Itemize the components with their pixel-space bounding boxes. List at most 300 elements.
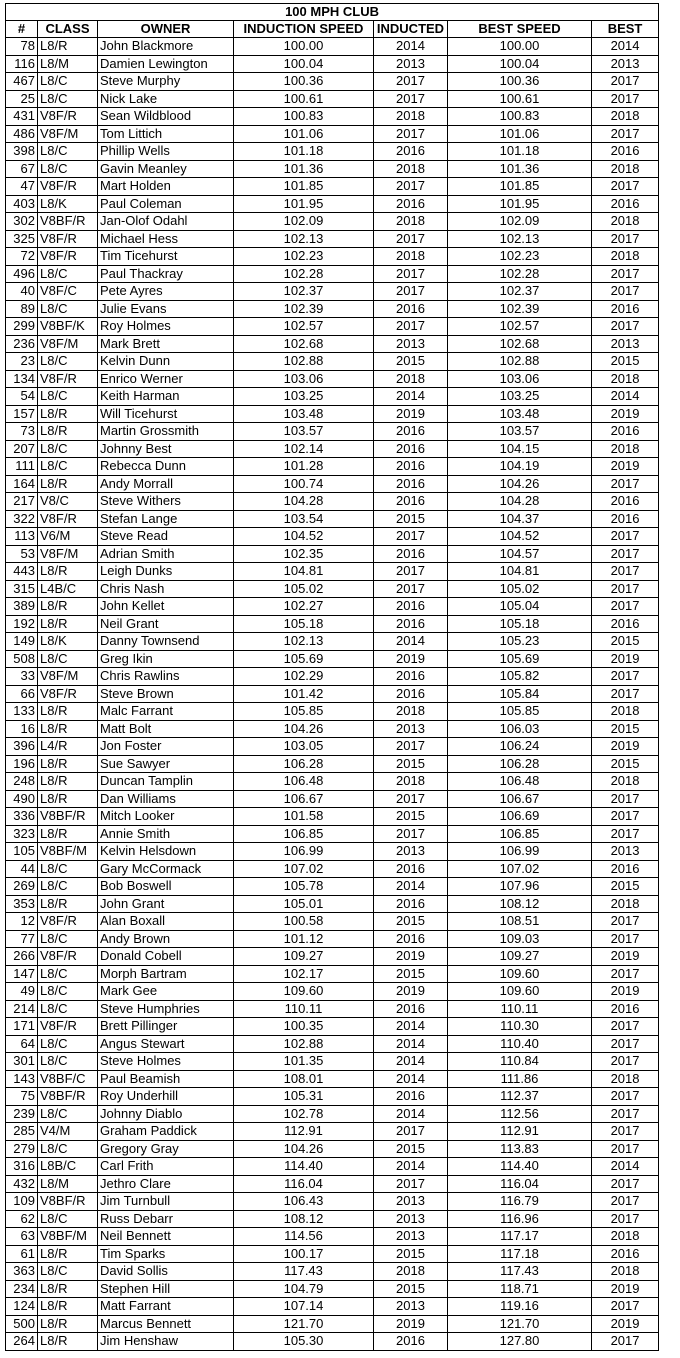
cell-induction-speed: 105.02 [234, 580, 374, 598]
cell-best-speed: 100.36 [448, 73, 592, 91]
cell-induction-speed: 102.27 [234, 598, 374, 616]
cell-induction-speed: 108.01 [234, 1070, 374, 1088]
cell-owner: Will Ticehurst [98, 405, 234, 423]
cell-best-speed: 109.60 [448, 983, 592, 1001]
cell-best-speed: 100.00 [448, 38, 592, 56]
cell-class: V8BF/M [38, 843, 98, 861]
cell-number: 214 [6, 1000, 38, 1018]
cell-class: V8F/M [38, 125, 98, 143]
cell-class: V8F/R [38, 913, 98, 931]
cell-best: 2017 [592, 1105, 659, 1123]
table-row [6, 913, 659, 931]
cell-induction-speed: 102.13 [234, 230, 374, 248]
cell-number: 398 [6, 143, 38, 161]
cell-owner: John Kellet [98, 598, 234, 616]
cell-induction-speed: 102.68 [234, 335, 374, 353]
cell-number: 239 [6, 1105, 38, 1123]
header-induction-speed: INDUCTION SPEED [234, 21, 374, 38]
cell-number: 396 [6, 738, 38, 756]
cell-class: V6/M [38, 528, 98, 546]
cell-best: 2018 [592, 160, 659, 178]
cell-number: 47 [6, 178, 38, 196]
cell-inducted: 2017 [374, 1175, 448, 1193]
cell-best: 2013 [592, 843, 659, 861]
cell-best-speed: 105.23 [448, 633, 592, 651]
cell-best: 2015 [592, 878, 659, 896]
cell-induction-speed: 106.48 [234, 773, 374, 791]
cell-best-speed: 100.83 [448, 108, 592, 126]
cell-induction-speed: 101.42 [234, 685, 374, 703]
cell-induction-speed: 102.78 [234, 1105, 374, 1123]
cell-inducted: 2014 [374, 633, 448, 651]
table-row [6, 668, 659, 686]
cell-number: 105 [6, 843, 38, 861]
cell-best: 2019 [592, 1280, 659, 1298]
table-row [6, 90, 659, 108]
cell-number: 72 [6, 248, 38, 266]
cell-inducted: 2016 [374, 1333, 448, 1351]
cell-inducted: 2015 [374, 808, 448, 826]
header-owner: OWNER [98, 21, 234, 38]
cell-number: 49 [6, 983, 38, 1001]
cell-best: 2015 [592, 353, 659, 371]
cell-induction-speed: 105.30 [234, 1333, 374, 1351]
cell-class: L8/R [38, 720, 98, 738]
cell-best: 2017 [592, 90, 659, 108]
table-row [6, 405, 659, 423]
cell-number: 323 [6, 825, 38, 843]
cell-inducted: 2014 [374, 1105, 448, 1123]
cell-best: 2018 [592, 1070, 659, 1088]
cell-best: 2014 [592, 38, 659, 56]
cell-inducted: 2017 [374, 738, 448, 756]
cell-best-speed: 101.18 [448, 143, 592, 161]
cell-best-speed: 108.51 [448, 913, 592, 931]
cell-number: 157 [6, 405, 38, 423]
cell-best: 2015 [592, 633, 659, 651]
cell-owner: Paul Beamish [98, 1070, 234, 1088]
cell-induction-speed: 101.06 [234, 125, 374, 143]
cell-inducted: 2017 [374, 563, 448, 581]
cell-induction-speed: 104.52 [234, 528, 374, 546]
cell-induction-speed: 101.36 [234, 160, 374, 178]
cell-induction-speed: 105.01 [234, 895, 374, 913]
cell-class: V8BF/M [38, 1228, 98, 1246]
cell-number: 164 [6, 475, 38, 493]
cell-owner: Mart Holden [98, 178, 234, 196]
cell-best: 2017 [592, 1333, 659, 1351]
cell-class: L8/C [38, 965, 98, 983]
cell-number: 67 [6, 160, 38, 178]
cell-owner: Andy Morrall [98, 475, 234, 493]
cell-best-speed: 103.06 [448, 370, 592, 388]
cell-best: 2019 [592, 738, 659, 756]
cell-best-speed: 107.02 [448, 860, 592, 878]
cell-owner: Rebecca Dunn [98, 458, 234, 476]
cell-class: L8/R [38, 615, 98, 633]
cell-owner: Neil Bennett [98, 1228, 234, 1246]
cell-induction-speed: 106.28 [234, 755, 374, 773]
cell-best-speed: 112.56 [448, 1105, 592, 1123]
cell-number: 40 [6, 283, 38, 301]
cell-best-speed: 104.26 [448, 475, 592, 493]
cell-inducted: 2016 [374, 475, 448, 493]
cell-owner: Pete Ayres [98, 283, 234, 301]
cell-inducted: 2013 [374, 1193, 448, 1211]
cell-number: 279 [6, 1140, 38, 1158]
cell-number: 500 [6, 1315, 38, 1333]
table-row [6, 335, 659, 353]
cell-best-speed: 113.83 [448, 1140, 592, 1158]
cell-owner: Morph Bartram [98, 965, 234, 983]
cell-number: 301 [6, 1053, 38, 1071]
cell-owner: Johnny Diablo [98, 1105, 234, 1123]
cell-inducted: 2019 [374, 983, 448, 1001]
cell-best: 2017 [592, 1298, 659, 1316]
cell-number: 363 [6, 1263, 38, 1281]
table-row [6, 1315, 659, 1333]
cell-owner: Mitch Looker [98, 808, 234, 826]
cell-induction-speed: 101.58 [234, 808, 374, 826]
table-row [6, 685, 659, 703]
cell-best-speed: 106.48 [448, 773, 592, 791]
cell-number: 192 [6, 615, 38, 633]
cell-number: 54 [6, 388, 38, 406]
table-row [6, 125, 659, 143]
cell-inducted: 2016 [374, 300, 448, 318]
table-row [6, 73, 659, 91]
cell-number: 316 [6, 1158, 38, 1176]
table-row [6, 283, 659, 301]
cell-best: 2019 [592, 650, 659, 668]
cell-best: 2017 [592, 965, 659, 983]
cell-owner: Duncan Tamplin [98, 773, 234, 791]
cell-number: 196 [6, 755, 38, 773]
table-row [6, 878, 659, 896]
cell-owner: Julie Evans [98, 300, 234, 318]
cell-best: 2017 [592, 1053, 659, 1071]
cell-class: L8/C [38, 930, 98, 948]
cell-class: V8/C [38, 493, 98, 511]
cell-best-speed: 101.95 [448, 195, 592, 213]
cell-class: L8/R [38, 755, 98, 773]
table-row [6, 1070, 659, 1088]
table-row [6, 1298, 659, 1316]
cell-induction-speed: 105.69 [234, 650, 374, 668]
cell-number: 467 [6, 73, 38, 91]
cell-best: 2016 [592, 1000, 659, 1018]
cell-induction-speed: 102.28 [234, 265, 374, 283]
cell-best: 2018 [592, 440, 659, 458]
cell-induction-speed: 105.18 [234, 615, 374, 633]
cell-best-speed: 119.16 [448, 1298, 592, 1316]
cell-owner: Jim Turnbull [98, 1193, 234, 1211]
table-row [6, 1193, 659, 1211]
cell-best-speed: 108.12 [448, 895, 592, 913]
cell-class: L8/C [38, 1140, 98, 1158]
cell-inducted: 2018 [374, 248, 448, 266]
cell-induction-speed: 107.02 [234, 860, 374, 878]
cell-owner: Roy Underhill [98, 1088, 234, 1106]
table-row [6, 843, 659, 861]
cell-number: 403 [6, 195, 38, 213]
cell-owner: Stefan Lange [98, 510, 234, 528]
cell-best-speed: 102.09 [448, 213, 592, 231]
cell-class: L8/R [38, 790, 98, 808]
cell-class: L8/C [38, 1053, 98, 1071]
cell-induction-speed: 105.85 [234, 703, 374, 721]
cell-owner: Mark Gee [98, 983, 234, 1001]
table-row [6, 563, 659, 581]
cell-best-speed: 114.40 [448, 1158, 592, 1176]
cell-owner: Gavin Meanley [98, 160, 234, 178]
cell-inducted: 2016 [374, 615, 448, 633]
cell-induction-speed: 104.26 [234, 720, 374, 738]
cell-number: 443 [6, 563, 38, 581]
cell-best: 2017 [592, 563, 659, 581]
cell-inducted: 2017 [374, 528, 448, 546]
cell-class: L8/C [38, 265, 98, 283]
cell-owner: Sue Sawyer [98, 755, 234, 773]
cell-best-speed: 127.80 [448, 1333, 592, 1351]
cell-best-speed: 116.04 [448, 1175, 592, 1193]
cell-best-speed: 106.28 [448, 755, 592, 773]
cell-best: 2015 [592, 720, 659, 738]
cell-induction-speed: 112.91 [234, 1123, 374, 1141]
cell-class: V8BF/R [38, 213, 98, 231]
cell-owner: Marcus Bennett [98, 1315, 234, 1333]
cell-induction-speed: 102.09 [234, 213, 374, 231]
cell-inducted: 2018 [374, 213, 448, 231]
cell-class: L8/C [38, 1210, 98, 1228]
cell-best-speed: 116.96 [448, 1210, 592, 1228]
cell-number: 66 [6, 685, 38, 703]
cell-inducted: 2015 [374, 965, 448, 983]
cell-class: L8/C [38, 1263, 98, 1281]
table-row [6, 1210, 659, 1228]
cell-induction-speed: 100.58 [234, 913, 374, 931]
cell-number: 78 [6, 38, 38, 56]
cell-number: 353 [6, 895, 38, 913]
cell-best-speed: 106.69 [448, 808, 592, 826]
cell-owner: Paul Coleman [98, 195, 234, 213]
cell-owner: Tim Sparks [98, 1245, 234, 1263]
cell-owner: Kelvin Dunn [98, 353, 234, 371]
cell-inducted: 2017 [374, 125, 448, 143]
cell-number: 266 [6, 948, 38, 966]
cell-owner: Steve Withers [98, 493, 234, 511]
cell-owner: Bob Boswell [98, 878, 234, 896]
cell-inducted: 2014 [374, 38, 448, 56]
cell-class: L4B/C [38, 580, 98, 598]
table-row [6, 930, 659, 948]
cell-best-speed: 104.15 [448, 440, 592, 458]
cell-best: 2017 [592, 668, 659, 686]
cell-class: L8/R [38, 405, 98, 423]
cell-induction-speed: 102.13 [234, 633, 374, 651]
cell-class: L8/R [38, 475, 98, 493]
table-row [6, 1245, 659, 1263]
cell-inducted: 2018 [374, 1263, 448, 1281]
table-row [6, 528, 659, 546]
cell-inducted: 2016 [374, 195, 448, 213]
cell-class: L8/R [38, 598, 98, 616]
cell-class: L8/R [38, 773, 98, 791]
table-row [6, 1000, 659, 1018]
table-row [6, 1263, 659, 1281]
cell-induction-speed: 102.88 [234, 1035, 374, 1053]
cell-class: L8/C [38, 143, 98, 161]
cell-best-speed: 105.02 [448, 580, 592, 598]
cell-class: L8/C [38, 650, 98, 668]
cell-best: 2017 [592, 1175, 659, 1193]
cell-number: 299 [6, 318, 38, 336]
cell-best-speed: 104.52 [448, 528, 592, 546]
cell-induction-speed: 100.83 [234, 108, 374, 126]
table-row [6, 1123, 659, 1141]
table-row [6, 650, 659, 668]
cell-number: 89 [6, 300, 38, 318]
cell-best: 2019 [592, 405, 659, 423]
table-row [6, 353, 659, 371]
table-row [6, 755, 659, 773]
cell-class: L8/K [38, 633, 98, 651]
cell-number: 44 [6, 860, 38, 878]
cell-class: V8F/R [38, 108, 98, 126]
table-row [6, 773, 659, 791]
cell-number: 325 [6, 230, 38, 248]
cell-number: 33 [6, 668, 38, 686]
cell-owner: Annie Smith [98, 825, 234, 843]
cell-induction-speed: 106.43 [234, 1193, 374, 1211]
cell-class: V8F/M [38, 335, 98, 353]
cell-class: V8F/R [38, 178, 98, 196]
cell-class: L8/C [38, 160, 98, 178]
cell-inducted: 2013 [374, 1210, 448, 1228]
cell-number: 77 [6, 930, 38, 948]
cell-best: 2017 [592, 598, 659, 616]
cell-owner: Leigh Dunks [98, 563, 234, 581]
cell-best-speed: 106.03 [448, 720, 592, 738]
cell-induction-speed: 103.57 [234, 423, 374, 441]
table-row [6, 895, 659, 913]
cell-induction-speed: 117.43 [234, 1263, 374, 1281]
cell-induction-speed: 101.28 [234, 458, 374, 476]
cell-induction-speed: 102.57 [234, 318, 374, 336]
cell-induction-speed: 100.36 [234, 73, 374, 91]
cell-number: 143 [6, 1070, 38, 1088]
cell-number: 23 [6, 353, 38, 371]
cell-best: 2017 [592, 930, 659, 948]
cell-best: 2016 [592, 510, 659, 528]
cell-induction-speed: 110.11 [234, 1000, 374, 1018]
table-row [6, 1158, 659, 1176]
cell-number: 133 [6, 703, 38, 721]
cell-owner: John Grant [98, 895, 234, 913]
cell-induction-speed: 103.48 [234, 405, 374, 423]
cell-owner: Kelvin Helsdown [98, 843, 234, 861]
cell-owner: Damien Lewington [98, 55, 234, 73]
cell-induction-speed: 103.54 [234, 510, 374, 528]
table-row [6, 860, 659, 878]
cell-class: L8/C [38, 388, 98, 406]
cell-best: 2017 [592, 125, 659, 143]
cell-owner: Enrico Werner [98, 370, 234, 388]
cell-inducted: 2016 [374, 598, 448, 616]
cell-induction-speed: 104.28 [234, 493, 374, 511]
cell-number: 322 [6, 510, 38, 528]
cell-best: 2018 [592, 1263, 659, 1281]
cell-induction-speed: 107.14 [234, 1298, 374, 1316]
cell-best: 2018 [592, 370, 659, 388]
table-row [6, 825, 659, 843]
table-row [6, 983, 659, 1001]
cell-inducted: 2015 [374, 755, 448, 773]
table-row [6, 318, 659, 336]
cell-number: 116 [6, 55, 38, 73]
cell-best-speed: 104.81 [448, 563, 592, 581]
cell-inducted: 2019 [374, 1315, 448, 1333]
table-row [6, 1333, 659, 1351]
cell-owner: Gary McCormack [98, 860, 234, 878]
cell-best-speed: 107.96 [448, 878, 592, 896]
cell-class: V8F/R [38, 1018, 98, 1036]
table-row [6, 738, 659, 756]
cell-best: 2017 [592, 580, 659, 598]
cell-inducted: 2019 [374, 948, 448, 966]
cell-class: L8/C [38, 860, 98, 878]
cell-class: V8F/R [38, 948, 98, 966]
cell-best: 2017 [592, 265, 659, 283]
cell-best: 2016 [592, 860, 659, 878]
cell-best-speed: 104.19 [448, 458, 592, 476]
table-row [6, 1035, 659, 1053]
cell-best-speed: 110.40 [448, 1035, 592, 1053]
cell-owner: Chris Nash [98, 580, 234, 598]
cell-number: 64 [6, 1035, 38, 1053]
cell-inducted: 2013 [374, 720, 448, 738]
cell-owner: Tim Ticehurst [98, 248, 234, 266]
cell-inducted: 2018 [374, 160, 448, 178]
cell-induction-speed: 101.18 [234, 143, 374, 161]
cell-inducted: 2017 [374, 73, 448, 91]
cell-best-speed: 102.57 [448, 318, 592, 336]
table-row [6, 1088, 659, 1106]
cell-class: L8/C [38, 90, 98, 108]
cell-induction-speed: 100.00 [234, 38, 374, 56]
cell-owner: Alan Boxall [98, 913, 234, 931]
table-row [6, 475, 659, 493]
cell-inducted: 2016 [374, 423, 448, 441]
cell-number: 134 [6, 370, 38, 388]
cell-induction-speed: 106.85 [234, 825, 374, 843]
cell-inducted: 2016 [374, 895, 448, 913]
cell-owner: Jan-Olof Odahl [98, 213, 234, 231]
table-row [6, 720, 659, 738]
table-row [6, 440, 659, 458]
cell-best: 2017 [592, 528, 659, 546]
cell-owner: Steve Murphy [98, 73, 234, 91]
header-class: CLASS [38, 21, 98, 38]
header-row [6, 21, 659, 38]
cell-inducted: 2013 [374, 335, 448, 353]
cell-best-speed: 109.03 [448, 930, 592, 948]
cell-best-speed: 101.36 [448, 160, 592, 178]
cell-induction-speed: 104.79 [234, 1280, 374, 1298]
cell-induction-speed: 121.70 [234, 1315, 374, 1333]
cell-best-speed: 102.88 [448, 353, 592, 371]
cell-owner: Steve Holmes [98, 1053, 234, 1071]
